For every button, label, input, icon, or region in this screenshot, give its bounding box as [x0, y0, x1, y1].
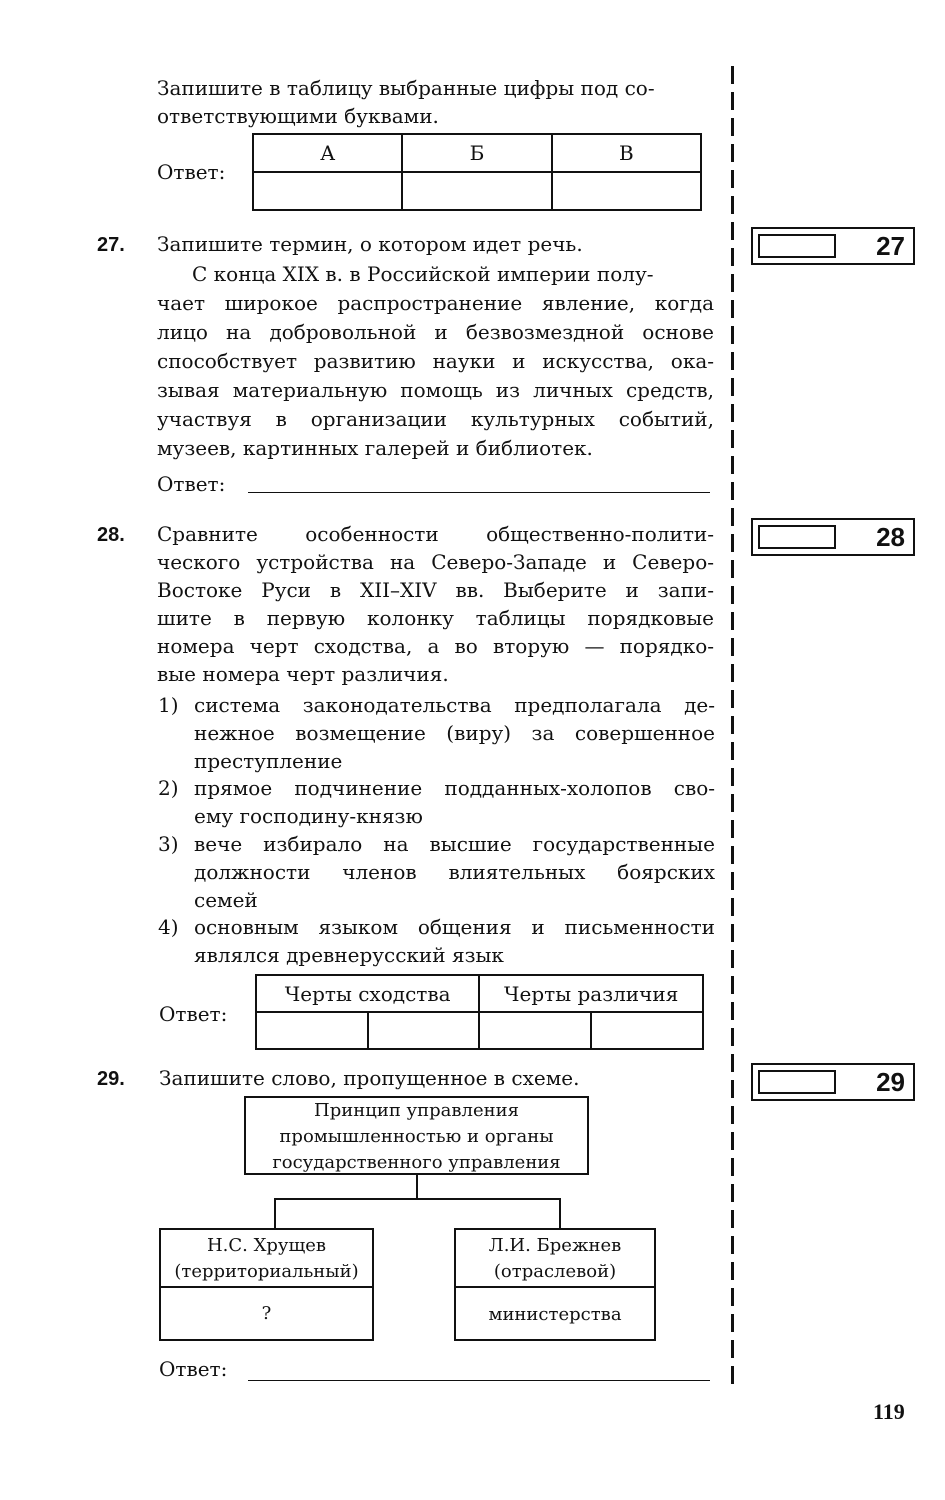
- scheme-left-divider: [161, 1286, 372, 1288]
- q27-answer-line[interactable]: [248, 492, 710, 493]
- answer-label: Ответ:: [157, 160, 226, 184]
- instruction-line-1: Запишите в таблицу выбранные цифры под со-: [157, 76, 655, 100]
- q28-text-line-4: шите в первую колонку таблицы порядковые: [157, 606, 714, 630]
- score-box-27: [751, 227, 915, 265]
- q27-text-line-7: музеев, картинных галерей и библиотек.: [157, 436, 593, 460]
- q27-text-line-5: зывая материальную помощь из личных средств,: [157, 378, 714, 402]
- q27-text-line-4: способствует развитию науки и искусства, ока-: [157, 349, 714, 373]
- q27-prompt: Запишите термин, о котором идет речь.: [157, 232, 583, 256]
- q28-text-line-2: ческого устройства на Северо-Западе и Северо-: [157, 550, 714, 574]
- q27-answer-label: Ответ:: [157, 472, 226, 496]
- q28-text-line-5: номера черт сходства, а во вторую — порядко-: [157, 634, 714, 658]
- question-number-28: 28.: [97, 524, 125, 546]
- q27-text-line-3: лицо на добровольной и безвозмездной основе: [157, 320, 714, 344]
- q28-answer-table: [255, 974, 704, 1050]
- q27-text-line-2: чает широкое распространение явление, когда: [157, 291, 714, 315]
- scheme-left-missing: ?: [261, 1303, 272, 1324]
- q28-text-line-6: вые номера черт различия.: [157, 662, 449, 686]
- scheme-connector-left: [274, 1198, 276, 1229]
- score-box-29: [751, 1063, 915, 1101]
- score-input-27[interactable]: [758, 234, 836, 258]
- page-number: 119: [873, 1399, 905, 1424]
- q29-prompt: Запишите слово, пропущенное в схеме.: [159, 1066, 580, 1090]
- score-input-29[interactable]: [758, 1070, 836, 1094]
- scheme-right-head: Л.И. Брежнев (отраслевой): [488, 1235, 622, 1282]
- score-box-28: [751, 518, 915, 556]
- scheme-right-box: [454, 1228, 656, 1341]
- scheme-left-head: Н.С. Хрущев (территориальный): [174, 1235, 359, 1282]
- scheme-right-divider: [456, 1286, 654, 1288]
- score-label-29: 29: [876, 1067, 905, 1097]
- scheme-right-body: министерства: [488, 1304, 622, 1325]
- q27-text-line-6: участвуя в организации культурных событий,: [157, 407, 714, 431]
- scheme-connector-root: [416, 1175, 418, 1199]
- q28-text-line-1: Сравните особенности общественно-полити-: [157, 522, 714, 546]
- score-label-27: 27: [876, 231, 905, 261]
- q29-answer-line[interactable]: [248, 1380, 710, 1381]
- similar-cell-2[interactable]: [368, 1012, 480, 1049]
- answer-cell-v[interactable]: [552, 172, 701, 210]
- instruction-line-2: ответствующими буквами.: [157, 104, 439, 128]
- col-header-a: А: [253, 134, 402, 172]
- score-input-28[interactable]: [758, 525, 836, 549]
- similar-cell-1[interactable]: [256, 1012, 368, 1049]
- scheme-root-box: Принцип управления промышленностью и органы государственного управления: [244, 1096, 589, 1175]
- score-label-28: 28: [876, 522, 905, 552]
- col-header-similar: Черты сходства: [256, 975, 479, 1012]
- differ-cell-2[interactable]: [591, 1012, 703, 1049]
- question-number-27: 27.: [97, 234, 125, 256]
- scheme-connector-right: [559, 1198, 561, 1229]
- q27-text-line-1: С конца XIX в. в Российской империи полу-: [192, 262, 654, 286]
- answer-cell-a[interactable]: [253, 172, 402, 210]
- differ-cell-1[interactable]: [479, 1012, 591, 1049]
- answer-table-abv: [252, 133, 702, 211]
- col-header-v: В: [552, 134, 701, 172]
- q28-answer-label: Ответ:: [159, 1002, 228, 1026]
- scheme-left-box: [159, 1228, 374, 1341]
- col-header-differ: Черты различия: [479, 975, 703, 1012]
- margin-cut-line: [731, 66, 734, 1386]
- q29-answer-label: Ответ:: [159, 1357, 228, 1381]
- answer-cell-b[interactable]: [402, 172, 551, 210]
- col-header-b: Б: [402, 134, 551, 172]
- scheme-connector-horizontal: [274, 1198, 561, 1200]
- question-number-29: 29.: [97, 1068, 125, 1090]
- q28-text-line-3: Востоке Руси в XII–XIV вв. Выберите и запи-: [157, 578, 714, 602]
